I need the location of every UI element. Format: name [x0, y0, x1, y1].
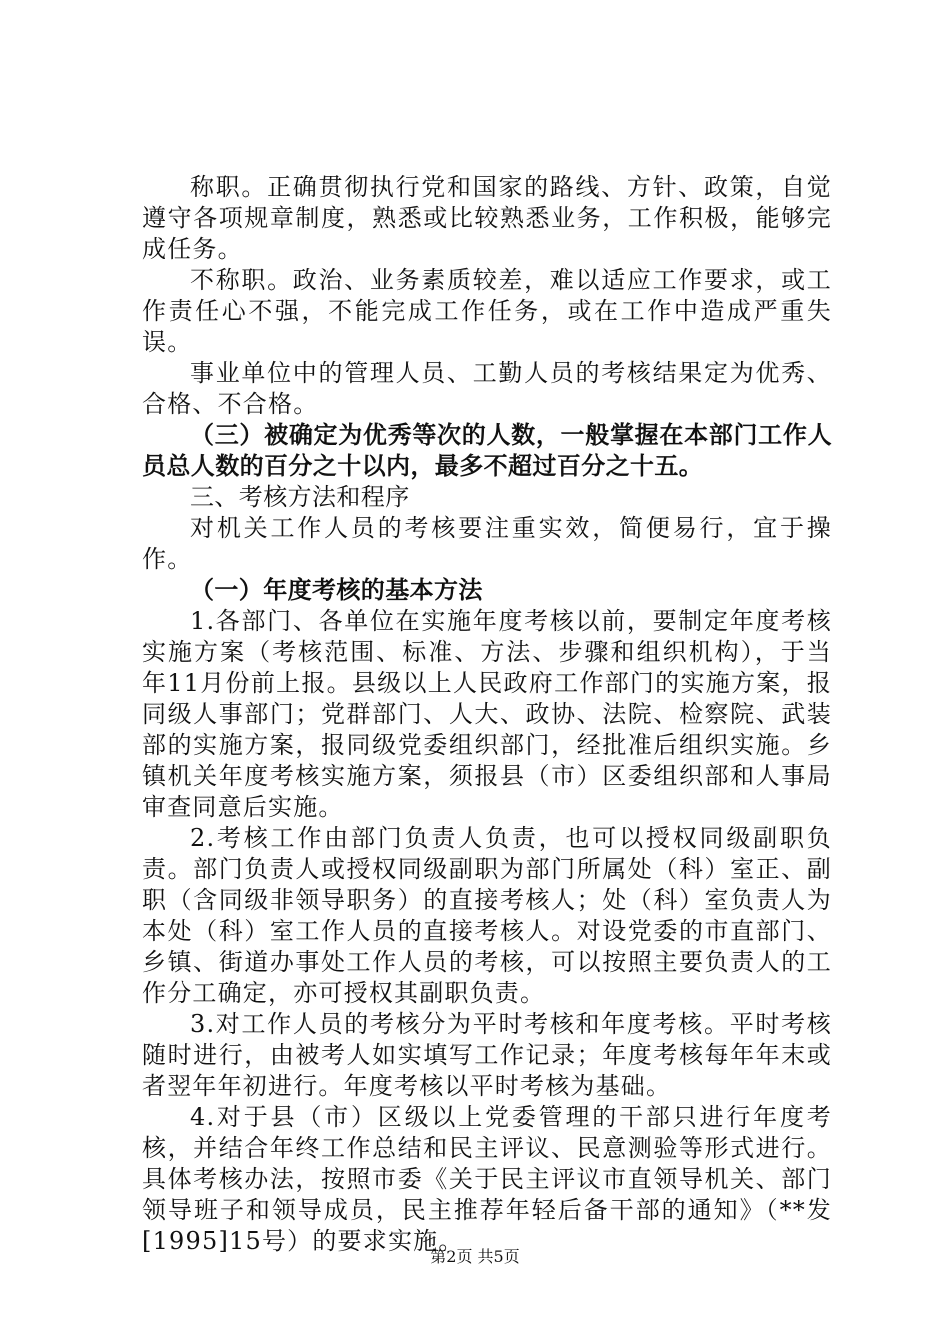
paragraph-institution-staff: 事业单位中的管理人员、工勤人员的考核结果定为优秀、合格、不合格。	[142, 359, 832, 418]
section-heading-methods: 三、考核方法和程序	[190, 483, 410, 511]
paragraph-excellent-quota: （三）被确定为优秀等次的人数，一般掌握在本部门工作人员总人数的百分之十以内，最多不超过百分之十五。	[142, 421, 832, 480]
paragraph-item-3: 3.对工作人员的考核分为平时考核和年度考核。平时考核随时进行，由被考人如实填写工作记录；年度考核每年年末或者翌年年初进行。年度考核以平时考核为基础。	[142, 1010, 832, 1100]
paragraph-methods-intro: 对机关工作人员的考核要注重实效，简便易行，宜于操作。	[142, 514, 832, 573]
paragraph-item-1: 1.各部门、各单位在实施年度考核以前，要制定年度考核实施方案（考核范围、标准、方法、步骤和组织机构），于当年11月份前上报。县级以上人民政府工作部门的实施方案，报同级人事部门；党群部门、人大、政协、法院、检察院、武装部的实施方案，报同级党委组织部门，经批准后组织实施。乡镇机关年度考核实施方案，须报县（市）区委组织部和人事局审查同意后实施。	[142, 607, 832, 821]
paragraph-item-4: 4.对于县（市）区级以上党委管理的干部只进行年度考核，并结合年终工作总结和民主评议、民意测验等形式进行。具体考核办法，按照市委《关于民主评议市直领导机关、部门领导班子和领导成员，民主推荐年轻后备干部的通知》（**发[1995]15号）的要求实施。	[142, 1103, 832, 1255]
document-body	[142, 172, 832, 1257]
paragraph-item-2: 2.考核工作由部门负责人负责，也可以授权同级副职负责。部门负责人或授权同级副职为部门所属处（科）室正、副职（含同级非领导职务）的直接考核人；处（科）室负责人为本处（科）室工作人员的直接考核人。对设党委的市直部门、乡镇、街道办事处工作人员的考核，可以按照主要负责人的工作分工确定，亦可授权其副职负责。	[142, 824, 832, 1007]
subheading-annual-method: （一）年度考核的基本方法	[190, 576, 483, 604]
paragraph-competent: 称职。正确贯彻执行党和国家的路线、方针、政策，自觉遵守各项规章制度，熟悉或比较熟悉业务，工作积极，能够完成任务。	[142, 173, 832, 263]
page-number-footer: 第2页 共5页	[430, 1247, 520, 1266]
paragraph-incompetent: 不称职。政治、业务素质较差，难以适应工作要求，或工作责任心不强，不能完成工作任务，或在工作中造成严重失误。	[142, 266, 832, 356]
